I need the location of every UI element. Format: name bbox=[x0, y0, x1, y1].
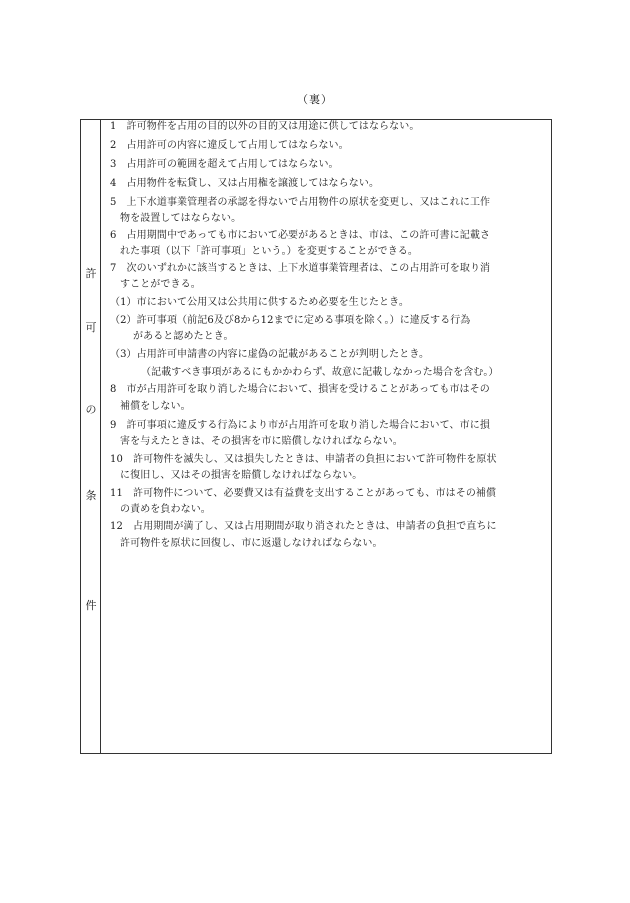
page-heading: （裏） bbox=[297, 93, 333, 106]
condition-line: （3）占用許可申請書の内容に虚偽の記載があることが判明したとき。 bbox=[110, 349, 430, 360]
condition-line: 2 占用許可の内容に違反して占用してはならない。 bbox=[110, 140, 349, 151]
condition-line: 6 占用期間中であっても市において必要があるときは、市は、この許可書に記載さ bbox=[110, 230, 491, 241]
condition-line: 3 占用許可の範囲を超えて占用してはならない。 bbox=[110, 159, 339, 170]
condition-line: 9 許可事項に違反する行為により市が占用許可を取り消した場合において、市に損 bbox=[110, 420, 490, 431]
condition-line: （1）市において公用又は公共用に供するため必要を生じたとき。 bbox=[110, 297, 409, 308]
condition-line: があると認めたとき。 bbox=[133, 331, 234, 342]
side-label-char: 件 bbox=[85, 599, 97, 612]
side-label-char: 許 bbox=[85, 267, 97, 280]
condition-line: 5 上下水道事業管理者の承認を得ないで占用物件の原状を変更し、又はこれに工作 bbox=[110, 197, 491, 208]
condition-line: すことができる。 bbox=[120, 279, 201, 290]
condition-line: 11 許可物件について、必要費又は有益費を支出することがあっても、市はその補償 bbox=[110, 488, 497, 499]
conditions-content bbox=[101, 120, 551, 753]
side-label-char: の bbox=[85, 403, 97, 416]
side-label-char: 条 bbox=[85, 489, 97, 502]
condition-line: 1 許可物件を占用の目的以外の目的又は用途に供してはならない。 bbox=[110, 121, 420, 132]
condition-line: 12 占用期間が満了し、又は占用期間が取り消されたときは、申請者の負担で直ちに bbox=[110, 521, 497, 532]
condition-line: の責めを負わない。 bbox=[120, 504, 211, 515]
condition-line: に復旧し、又はその損害を賠償しなければならない。 bbox=[120, 470, 363, 481]
condition-line: （2）許可事項（前記6及び8から12までに定める事項を除く。）に違反する行為 bbox=[110, 315, 471, 326]
condition-line: 7 次のいずれかに該当するときは、上下水道事業管理者は、この占用許可を取り消 bbox=[110, 263, 491, 274]
condition-line: 8 市が占用許可を取り消した場合において、損害を受けることがあっても市はその bbox=[110, 384, 490, 395]
condition-line: 害を与えたときは、その損害を市に賠償しなければならない。 bbox=[120, 436, 403, 447]
condition-line: （記載すべき事項があるにもかかわらず、故意に記載しなかった場合を含む。） bbox=[141, 367, 499, 378]
condition-line: 10 許可物件を滅失し、又は損失したときは、申請者の負担において許可物件を原状 bbox=[110, 454, 497, 465]
condition-line: 4 占用物件を転貸し、又は占用権を譲渡してはならない。 bbox=[110, 178, 380, 189]
condition-line: れた事項（以下「許可事項」という。）を変更することができる。 bbox=[120, 246, 418, 257]
side-label-column bbox=[81, 120, 101, 753]
condition-line: 物を設置してはならない。 bbox=[120, 213, 242, 224]
condition-line: 補償をしない。 bbox=[120, 401, 191, 412]
conditions-table bbox=[80, 119, 552, 754]
side-label-char: 可 bbox=[85, 321, 97, 334]
condition-line: 許可物件を原状に回復し、市に返還しなければならない。 bbox=[120, 538, 383, 549]
